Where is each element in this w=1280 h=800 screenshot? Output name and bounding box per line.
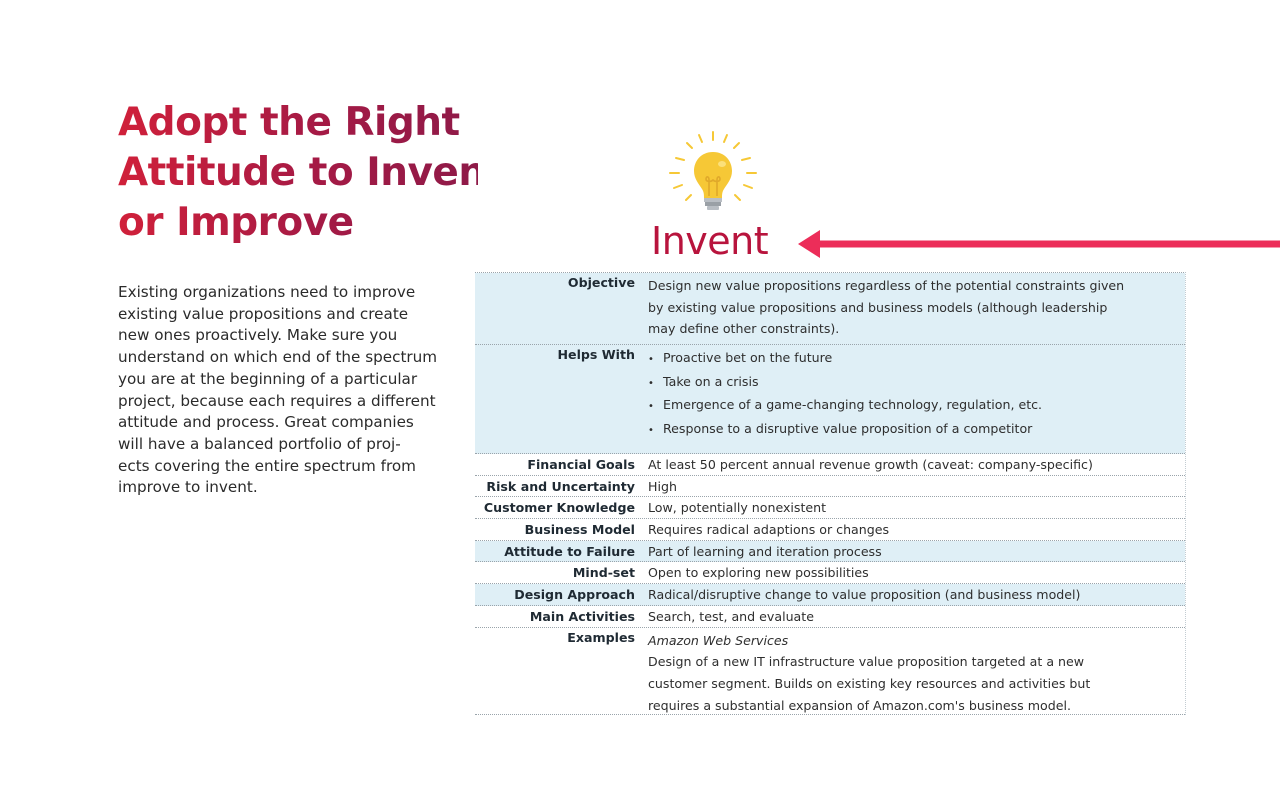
row-label: Risk and Uncertainty <box>486 478 635 494</box>
table-row-examples <box>475 628 1185 715</box>
row-value <box>635 345 1185 453</box>
intro-line: existing value propositions and create <box>118 304 409 323</box>
list-item: • Response to a disruptive value proposition of a competitor <box>648 418 1135 442</box>
table-row-attitude-to-failure <box>475 541 1185 563</box>
row-value: Open to exploring new possibilities <box>648 565 869 581</box>
row-value: At least 50 percent annual revenue growth (caveat: company-specific) <box>648 457 1093 472</box>
row-value: Part of learning and iteration process <box>648 543 882 559</box>
table-row-business-model <box>475 519 1185 541</box>
title-line: Adopt the Right <box>118 100 460 145</box>
table-row-mindset <box>475 562 1185 584</box>
intro-line: attitude and process. Great companies <box>118 413 414 432</box>
list-item: • Emergence of a game-changing technology, regulation, etc. <box>648 394 1135 418</box>
intro-line: understand on which end of the spectrum <box>118 348 438 367</box>
value-line: by existing value propositions and business models (although leadership <box>648 299 1108 315</box>
value-line: customer segment. Builds on existing key resources and activities but <box>648 675 1091 691</box>
row-label: Mind-set <box>572 565 635 581</box>
table-row-objective <box>475 273 1185 345</box>
value-line: Design of a new IT infrastructure value proposition targeted at a new <box>648 654 1085 670</box>
row-value <box>635 273 1185 344</box>
row-label: Customer Knowledge <box>483 500 635 516</box>
row-label: Objective <box>567 275 635 290</box>
row-label: Helps With <box>557 347 635 362</box>
value-line: may define other constraints). <box>648 321 840 337</box>
list-item: • Take on a crisis <box>648 371 1135 395</box>
row-value: High <box>648 478 677 494</box>
value-line: Design new value propositions regardless of the potential constraints given <box>648 278 1125 293</box>
row-label: Attitude to Failure <box>504 543 635 559</box>
intro-paragraph <box>118 282 463 499</box>
row-label: Business Model <box>524 522 635 538</box>
value-line: requires a substantial expansion of Amazon.com's business model. <box>648 697 1071 713</box>
row-value: Radical/disruptive change to value proposition (and business model) <box>648 587 1081 603</box>
row-label: Main Activities <box>529 608 635 624</box>
intro-line: Existing organizations need to improve <box>118 283 416 301</box>
intro-line: will have a balanced portfolio of proj- <box>118 434 401 453</box>
invent-heading: Invent <box>651 219 769 263</box>
row-label: Examples <box>567 629 635 645</box>
row-label: Financial Goals <box>527 457 635 472</box>
row-value: Low, potentially nonexistent <box>648 500 827 516</box>
helps-with-list <box>648 347 1135 442</box>
row-value: Requires radical adaptions or changes <box>648 522 890 538</box>
title-line: Attitude to Invent <box>118 150 504 195</box>
table-row-risk <box>475 476 1185 498</box>
intro-line: you are at the beginning of a particular <box>118 369 418 388</box>
table-row-helps-with <box>475 345 1185 454</box>
row-label: Design Approach <box>514 587 635 603</box>
arrow-left-icon <box>798 226 1280 262</box>
table-row-financial-goals <box>475 454 1185 476</box>
list-item: • Proactive bet on the future <box>648 347 1135 371</box>
row-value <box>635 628 1185 714</box>
intro-line: improve to invent. <box>118 478 258 497</box>
invent-table <box>475 272 1186 715</box>
table-row-customer-knowledge <box>475 497 1185 519</box>
table-row-main-activities <box>475 606 1185 628</box>
lightbulb-icon <box>666 128 760 216</box>
title-line: or Improve <box>118 200 354 245</box>
intro-line: project, because each requires a different <box>118 391 436 410</box>
intro-line: ects covering the entire spectrum from <box>118 456 416 475</box>
page-title <box>118 98 504 248</box>
row-value: Search, test, and evaluate <box>648 608 814 624</box>
table-row-design-approach <box>475 584 1185 606</box>
intro-line: new ones proactively. Make sure you <box>118 326 398 345</box>
example-name: Amazon Web Services <box>648 632 789 648</box>
